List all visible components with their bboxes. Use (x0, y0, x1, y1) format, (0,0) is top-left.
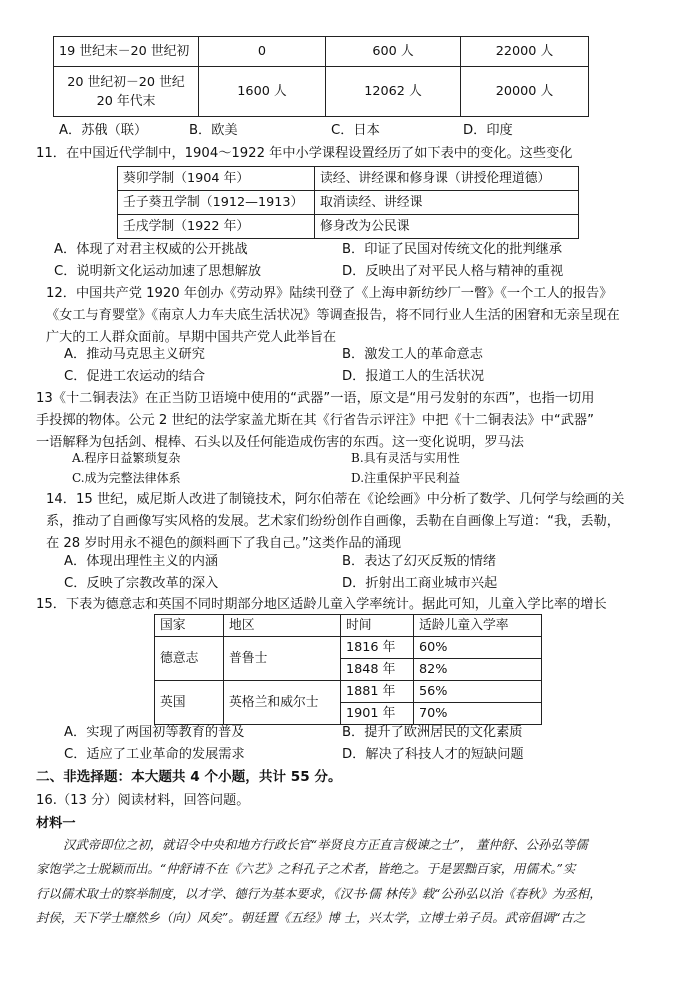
table-cell: 英格兰和威尔士 (224, 681, 341, 725)
table-cell: 葵卯学制（1904 年） (118, 167, 315, 191)
question-stem-line: 一语解释为包括剑、棍棒、石头以及任何能造成伤害的东西。这一变化说明，罗马法 (36, 435, 524, 450)
question-stem: 15．下表为德意志和英国不同时期部分地区适龄儿童入学率统计。据此可知，儿童入学比率的增长 (36, 597, 607, 612)
table-row (54, 67, 589, 117)
option-d: D．报道工人的生活状况 (342, 369, 485, 384)
question-stem: 11．在中国近代学制中，1904～1922 年中小学课程设置经历了如下表中的变化。这些变化 (36, 146, 573, 161)
q15-table (154, 614, 542, 725)
table-cell: 读经、讲经课和修身课（讲授伦理道德） (315, 167, 579, 191)
table-row (118, 191, 579, 215)
table-cell: 修身改为公民课 (315, 215, 579, 239)
table-cell: 1848 年 (341, 659, 414, 681)
table-cell: 70% (414, 703, 542, 725)
table-cell: 22000 人 (461, 37, 589, 67)
table-cell: 1901 年 (341, 703, 414, 725)
table-cell: 德意志 (155, 637, 224, 681)
option-c: C.成为完整法律体系 (72, 471, 181, 485)
table-cell: 壬戌学制（1922 年） (118, 215, 315, 239)
table-cell: 取消读经、讲经课 (315, 191, 579, 215)
table-cell: 56% (414, 681, 542, 703)
material-title: 材料一 (36, 816, 76, 831)
table-cell: 1816 年 (341, 637, 414, 659)
option-c: C．促进工农运动的结合 (64, 369, 206, 384)
question-stem: 16.（13 分）阅读材料，回答问题。 (36, 793, 250, 808)
option-d: D.注重保护平民利益 (351, 471, 461, 485)
material-line: 行以儒术取士的察举制度，以才学、德行为基本要求，《汉书·儒 林传》载“公孙弘以治《春秋》为丞相， (36, 886, 602, 901)
table-header: 国家 (155, 615, 224, 637)
option-c: C．反映了宗教改革的深入 (64, 576, 219, 591)
material-line: 封侯，天下学士靡然乡（向）风矣”。朝廷置《五经》博 士，兴太学，立博士弟子员。武帝倡调“古之 (36, 910, 586, 925)
option-d: D．印度 (463, 123, 513, 138)
option-a: A．实现了两国初等教育的普及 (64, 725, 245, 740)
question-stem-line: 在 28 岁时用永不褪色的颜料画下了我自己。”这类作品的涌现 (46, 536, 402, 551)
option-d: D．反映出了对平民人格与精神的重视 (342, 264, 564, 279)
option-a: A.程序日益繁琐复杂 (72, 451, 181, 465)
question-stem-line: 《女工与育婴堂》《南京人力车夫底生活状况》等调查报告，将不同行业人生活的困窘和无亲呈现在 (46, 308, 620, 323)
option-c: C．适应了工业革命的发展需求 (64, 747, 245, 762)
option-a: A．苏俄（联） (59, 123, 148, 138)
material-line: 汉武帝即位之初，就诏令中央和地方行政长官“举贤良方正直言极谏之士”， 董仲舒、公孙弘等儒 (63, 837, 588, 852)
table-cell: 1881 年 (341, 681, 414, 703)
option-c: C．日本 (331, 123, 380, 138)
option-b: B.具有灵活与实用性 (351, 451, 460, 465)
table-cell: 82% (414, 659, 542, 681)
q11-table (117, 166, 579, 239)
table-cell: 普鲁士 (224, 637, 341, 681)
table-header: 适龄儿童入学率 (414, 615, 542, 637)
table-row (155, 637, 542, 659)
table-cell: 20 世纪初－20 世纪 20 年代末 (54, 67, 199, 117)
table-row (118, 167, 579, 191)
table-cell: 1600 人 (199, 67, 326, 117)
option-b: B．表达了幻灭反叛的情绪 (342, 554, 497, 569)
top-table (53, 36, 589, 117)
option-b: B．欧美 (189, 123, 238, 138)
table-header: 地区 (224, 615, 341, 637)
option-c: C．说明新文化运动加速了思想解放 (54, 264, 262, 279)
table-cell: 英国 (155, 681, 224, 725)
table-cell: 壬子葵丑学制（1912—1913） (118, 191, 315, 215)
option-a: A．体现出理性主义的内涵 (64, 554, 219, 569)
question-stem-line: 12．中国共产党 1920 年创办《劳动界》陆续刊登了《上海申新纺纱厂一瞥》《一个工人的报告》 (46, 286, 613, 301)
option-d: D．折射出工商业城市兴起 (342, 576, 498, 591)
table-row (155, 681, 542, 703)
table-cell: 60% (414, 637, 542, 659)
table-cell: 19 世纪末－20 世纪初 (54, 37, 199, 67)
table-row (54, 37, 589, 67)
question-stem-line: 广大的工人群众面前。早期中国共产党人此举旨在 (46, 330, 337, 345)
question-stem-line: 系，推动了自画像写实风格的发展。艺术家们纷纷创作自画像，丢勒在自画像上写道：“我，丢勒， (46, 514, 620, 529)
material-line: 家饱学之士脱颖而出。“仲舒请不在《六艺》之科孔子之术者，皆绝之。于是罢黜百家，用儒术。”实 (36, 861, 576, 876)
table-row (155, 615, 542, 637)
question-stem-line: 手投掷的物体。公元 2 世纪的法学家盖尤斯在其《行省告示评注》中把《十二铜表法》中“武器” (36, 413, 594, 428)
table-cell: 20000 人 (461, 67, 589, 117)
table-cell: 600 人 (326, 37, 461, 67)
section-heading: 二、非选择题：本大题共 4 个小题，共计 55 分。 (36, 769, 342, 785)
option-a: A．体现了对君主权威的公开挑战 (54, 242, 248, 257)
option-d: D．解决了科技人才的短缺问题 (342, 747, 524, 762)
table-cell: 0 (199, 37, 326, 67)
option-b: B．印证了民国对传统文化的批判继承 (342, 242, 563, 257)
table-cell: 12062 人 (326, 67, 461, 117)
option-b: B．提升了欧洲居民的文化素质 (342, 725, 523, 740)
question-stem-line: 14．15 世纪，威尼斯人改进了制镜技术，阿尔伯蒂在《论绘画》中分析了数学、几何学与绘画的关 (46, 492, 625, 507)
question-stem-line: 13《十二铜表法》在正当防卫语境中使用的“武器”一语，原文是“用弓发射的东西”，也指一切用 (36, 391, 595, 406)
option-a: A．推动马克思主义研究 (64, 347, 205, 362)
table-header: 时间 (341, 615, 414, 637)
option-b: B．激发工人的革命意志 (342, 347, 483, 362)
table-row (118, 215, 579, 239)
